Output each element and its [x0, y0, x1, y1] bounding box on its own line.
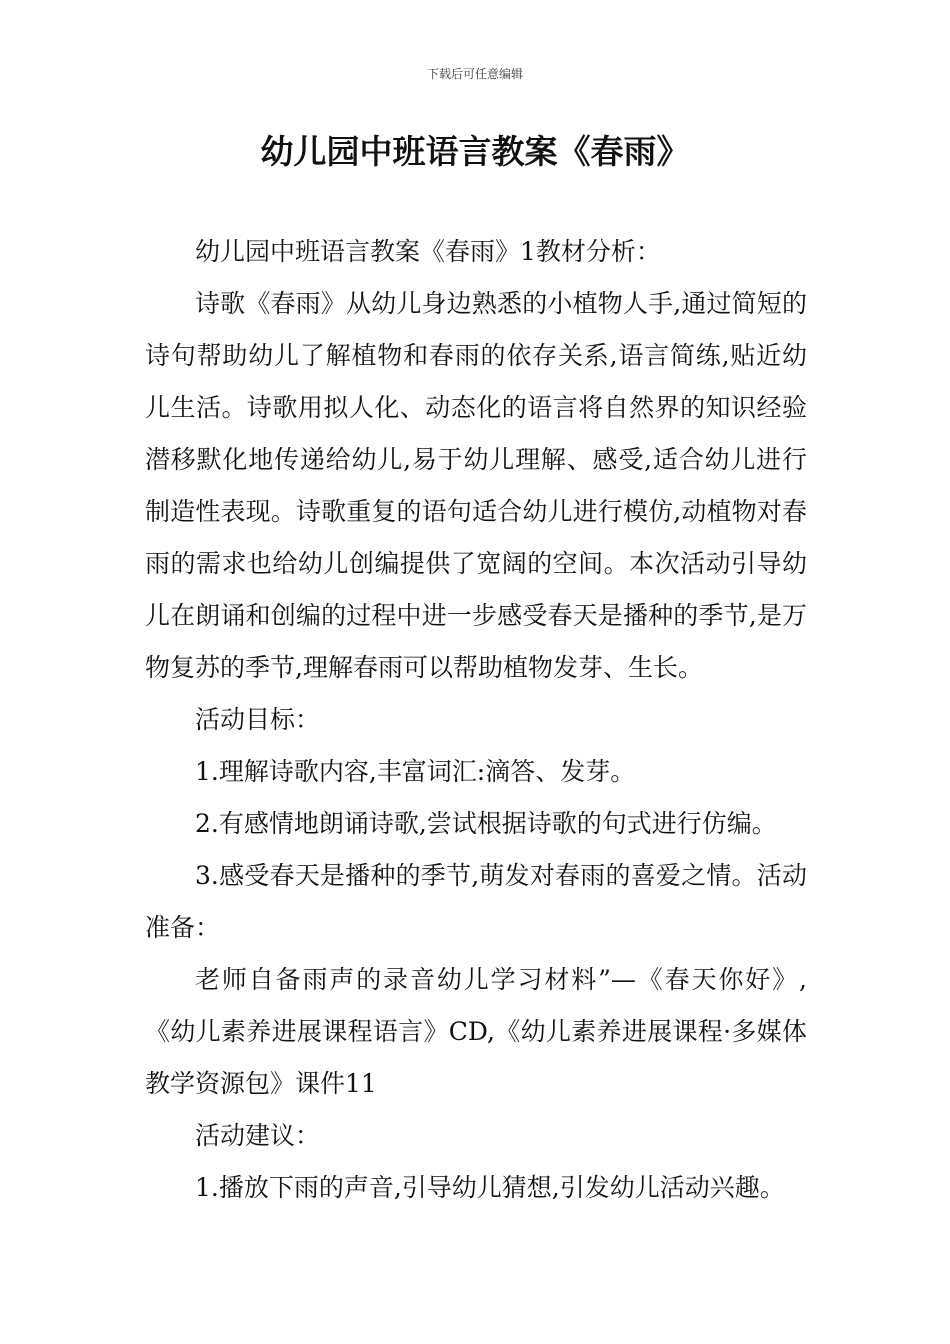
paragraph-goal-2: 2.有感情地朗诵诗歌,尝试根据诗歌的句式进行仿编。 — [195, 809, 777, 838]
paragraph-section-heading: 幼儿园中班语言教案《春雨》1教材分析： — [195, 237, 661, 266]
paragraph-goals-heading: 活动目标： — [195, 705, 321, 734]
header-note: 下载后可任意编辑 — [426, 67, 523, 81]
paragraph-analysis: 诗歌《春雨》从幼儿身边熟悉的小植物人手,通过简短的诗句帮助幼儿了解植物和春雨的依存关系,语言简练,贴近幼儿生活。诗歌用拟人化、动态化的语言将自然界的知识经验潜移默化地传递给幼儿,易于幼儿理解、感受,适合幼儿进行制造性表现。诗歌重复的语句适合幼儿进行模仿,动植物对春雨的需求也给幼儿创编提供了宽阔的空间。本次活动引导幼儿在朗诵和创编的过程中进一步感受春天是播种的季节,是万物复苏的季节,理解春雨可以帮助植物发芽、生长。 — [145, 289, 807, 682]
paragraph-suggestions-heading: 活动建议： — [195, 1121, 321, 1150]
paragraph-goal-1: 1.理解诗歌内容,丰富词汇:滴答、发芽。 — [195, 757, 636, 786]
document-body — [145, 226, 807, 1214]
paragraph-suggestion-1: 1.播放下雨的声音,引导幼儿猜想,引发幼儿活动兴趣。 — [195, 1173, 785, 1202]
document-title: 幼儿园中班语言教案《春雨》 — [260, 132, 690, 171]
paragraph-materials: 老师自备雨声的录音幼儿学习材料”—《春天你好》,《幼儿素养进展课程语言》CD,《幼儿素养进展课程·多媒体教学资源包》课件11 — [145, 965, 807, 1098]
paragraph-goal-3: 3.感受春天是播种的季节,萌发对春雨的喜爱之情。活动准备： — [145, 861, 807, 942]
